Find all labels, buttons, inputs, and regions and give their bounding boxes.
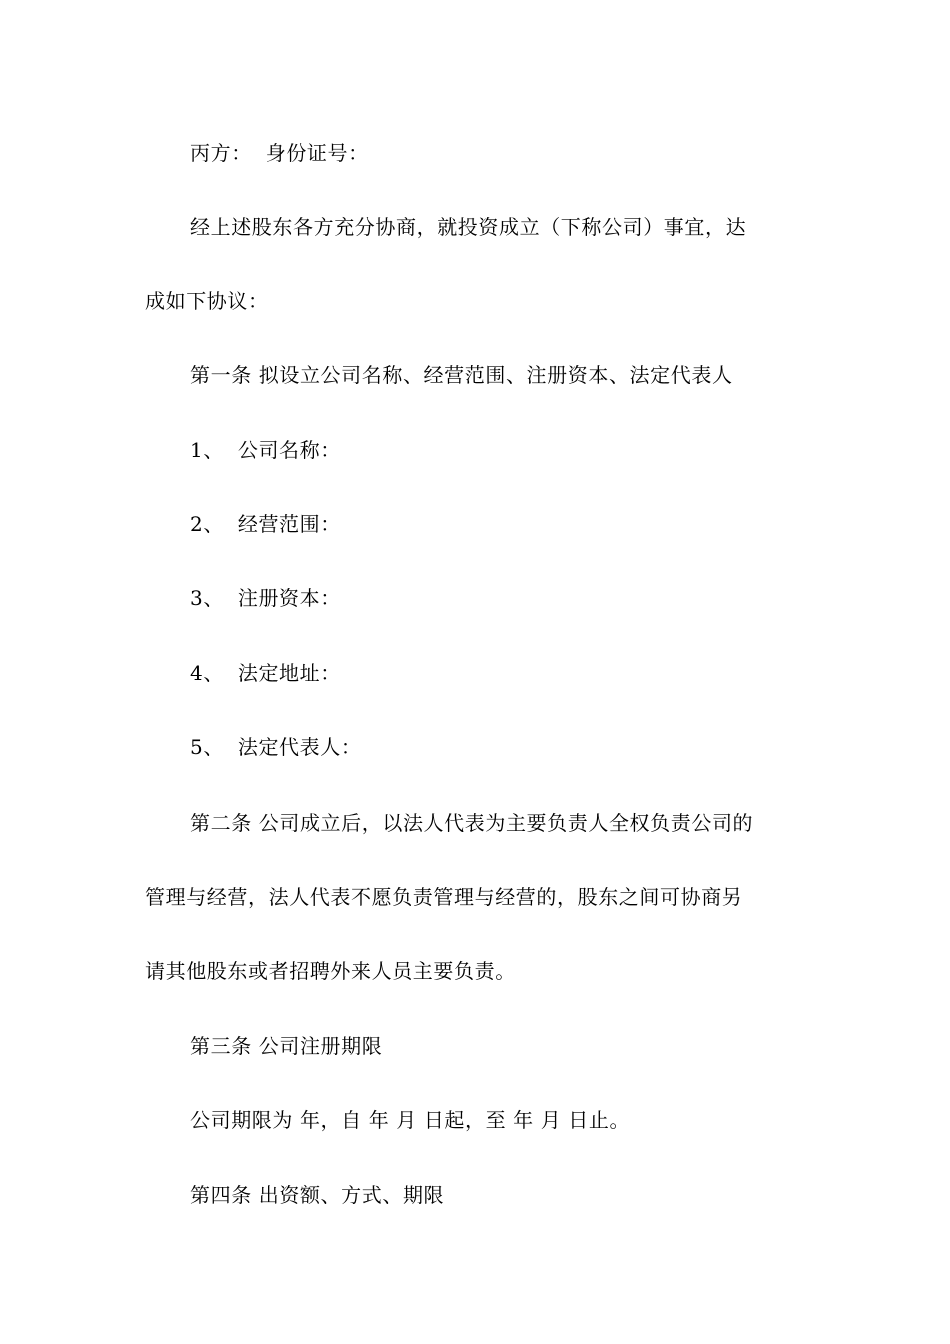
article-2-line-1: 第二条 公司成立后，以法人代表为主要负责人全权负责公司的 [190,811,754,835]
preamble-line-1: 经上述股东各方充分协商，就投资成立（下称公司）事宜，达 [190,215,747,239]
article-1-heading: 第一条 拟设立公司名称、经营范围、注册资本、法定代表人 [190,363,733,387]
item-legal-address: 4、 法定地址： [190,661,341,685]
article-4-heading: 第四条 出资额、方式、期限 [190,1183,445,1207]
party-c-line: 丙方： 身份证号： [190,141,369,165]
item-business-scope: 2、 经营范围： [190,512,341,536]
item-legal-representative: 5、 法定代表人： [190,735,362,759]
article-3-term-line: 公司期限为 年，自 年 月 日起，至 年 月 日止。 [190,1108,631,1132]
article-3-heading: 第三条 公司注册期限 [190,1034,383,1058]
item-company-name: 1、 公司名称： [190,438,341,462]
article-2-line-3: 请其他股东或者招聘外来人员主要负责。 [145,959,516,983]
article-2-line-2: 管理与经营，法人代表不愿负责管理与经营的，股东之间可协商另 [145,885,743,909]
preamble-line-2: 成如下协议： [145,289,269,313]
item-registered-capital: 3、 注册资本： [190,586,341,610]
